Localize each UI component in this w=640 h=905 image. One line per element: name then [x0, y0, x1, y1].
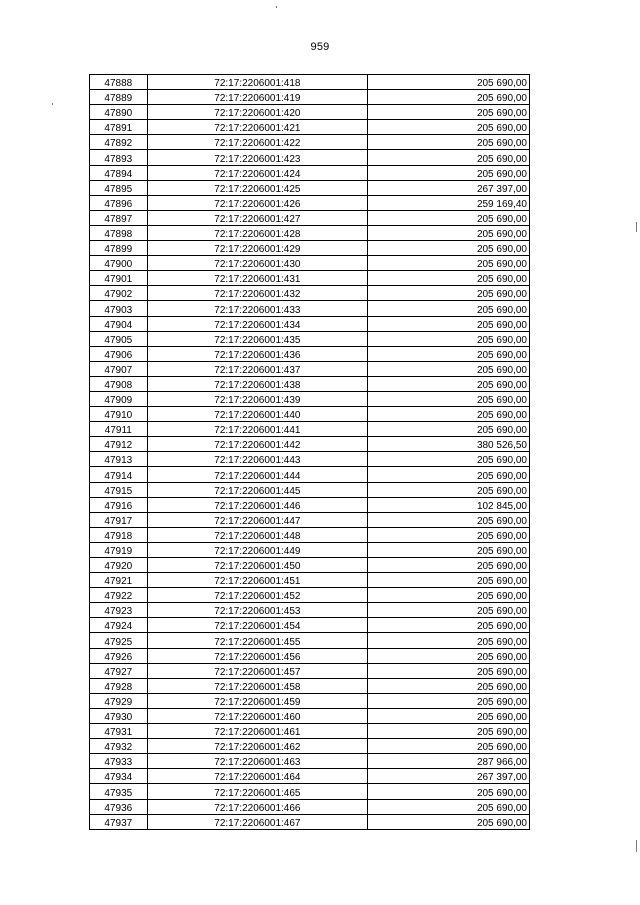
cadastral-value-cell: 205 690,00 [368, 739, 530, 754]
table-row [90, 286, 530, 301]
table-row [90, 799, 530, 814]
cadastral-number-cell: 72:17:2206001:420 [147, 105, 368, 120]
table-row [90, 376, 530, 391]
table-row [90, 452, 530, 467]
cadastral-value-table [89, 74, 530, 830]
cadastral-number-cell: 72:17:2206001:442 [147, 437, 368, 452]
table-row [90, 527, 530, 542]
row-number-cell: 47913 [90, 452, 148, 467]
cadastral-value-cell: 205 690,00 [368, 452, 530, 467]
cadastral-value-cell: 205 690,00 [368, 482, 530, 497]
cadastral-number-cell: 72:17:2206001:434 [147, 316, 368, 331]
cadastral-value-cell: 205 690,00 [368, 210, 530, 225]
table-row [90, 180, 530, 195]
row-number-cell: 47908 [90, 376, 148, 391]
row-number-cell: 47922 [90, 588, 148, 603]
cadastral-value-cell: 205 690,00 [368, 588, 530, 603]
cadastral-number-cell: 72:17:2206001:447 [147, 512, 368, 527]
cadastral-value-cell: 205 690,00 [368, 693, 530, 708]
cadastral-value-cell: 205 690,00 [368, 105, 530, 120]
table-row [90, 407, 530, 422]
row-number-cell: 47911 [90, 422, 148, 437]
row-number-cell: 47932 [90, 739, 148, 754]
cadastral-number-cell: 72:17:2206001:441 [147, 422, 368, 437]
cadastral-value-cell: 205 690,00 [368, 678, 530, 693]
cadastral-value-cell: 205 690,00 [368, 376, 530, 391]
table-body [90, 75, 530, 830]
cadastral-value-cell: 205 690,00 [368, 301, 530, 316]
cadastral-number-cell: 72:17:2206001:458 [147, 678, 368, 693]
row-number-cell: 47897 [90, 210, 148, 225]
cadastral-value-cell: 205 690,00 [368, 633, 530, 648]
cadastral-value-cell: 205 690,00 [368, 120, 530, 135]
table-row [90, 542, 530, 557]
table-row [90, 135, 530, 150]
row-number-cell: 47926 [90, 648, 148, 663]
table-row [90, 724, 530, 739]
cadastral-number-cell: 72:17:2206001:424 [147, 165, 368, 180]
cadastral-value-cell: 205 690,00 [368, 407, 530, 422]
cadastral-number-cell: 72:17:2206001:431 [147, 271, 368, 286]
row-number-cell: 47903 [90, 301, 148, 316]
cadastral-value-cell: 205 690,00 [368, 346, 530, 361]
row-number-cell: 47928 [90, 678, 148, 693]
row-number-cell: 47909 [90, 391, 148, 406]
row-number-cell: 47935 [90, 784, 148, 799]
row-number-cell: 47921 [90, 573, 148, 588]
row-number-cell: 47904 [90, 316, 148, 331]
row-number-cell: 47895 [90, 180, 148, 195]
row-number-cell: 47930 [90, 708, 148, 723]
row-number-cell: 47905 [90, 331, 148, 346]
cadastral-value-cell: 205 690,00 [368, 663, 530, 678]
row-number-cell: 47893 [90, 150, 148, 165]
table-row [90, 331, 530, 346]
table-row [90, 603, 530, 618]
row-number-cell: 47929 [90, 693, 148, 708]
cadastral-number-cell: 72:17:2206001:452 [147, 588, 368, 603]
table-row [90, 256, 530, 271]
table-row [90, 422, 530, 437]
table-row [90, 769, 530, 784]
cadastral-value-cell: 205 690,00 [368, 708, 530, 723]
row-number-cell: 47937 [90, 814, 148, 829]
cadastral-number-cell: 72:17:2206001:418 [147, 75, 368, 90]
table-row [90, 361, 530, 376]
cadastral-number-cell: 72:17:2206001:454 [147, 618, 368, 633]
table-row [90, 165, 530, 180]
row-number-cell: 47927 [90, 663, 148, 678]
cadastral-number-cell: 72:17:2206001:456 [147, 648, 368, 663]
cadastral-value-cell: 205 690,00 [368, 331, 530, 346]
cadastral-value-cell: 205 690,00 [368, 724, 530, 739]
cadastral-value-cell: 205 690,00 [368, 75, 530, 90]
cadastral-number-cell: 72:17:2206001:459 [147, 693, 368, 708]
cadastral-value-cell: 205 690,00 [368, 799, 530, 814]
row-number-cell: 47920 [90, 558, 148, 573]
cadastral-number-cell: 72:17:2206001:435 [147, 331, 368, 346]
cadastral-number-cell: 72:17:2206001:446 [147, 497, 368, 512]
cadastral-number-cell: 72:17:2206001:430 [147, 256, 368, 271]
cadastral-value-cell: 205 690,00 [368, 618, 530, 633]
cadastral-value-cell: 259 169,40 [368, 195, 530, 210]
cadastral-value-cell: 205 690,00 [368, 814, 530, 829]
cadastral-number-cell: 72:17:2206001:460 [147, 708, 368, 723]
cadastral-number-cell: 72:17:2206001:427 [147, 210, 368, 225]
table-row [90, 437, 530, 452]
cadastral-number-cell: 72:17:2206001:443 [147, 452, 368, 467]
cadastral-number-cell: 72:17:2206001:461 [147, 724, 368, 739]
row-number-cell: 47906 [90, 346, 148, 361]
table-row [90, 497, 530, 512]
table-row [90, 648, 530, 663]
row-number-cell: 47899 [90, 241, 148, 256]
row-number-cell: 47933 [90, 754, 148, 769]
cadastral-value-cell: 205 690,00 [368, 467, 530, 482]
scan-speck [636, 222, 637, 232]
cadastral-value-cell: 205 690,00 [368, 422, 530, 437]
table-row [90, 271, 530, 286]
cadastral-value-cell: 205 690,00 [368, 603, 530, 618]
cadastral-value-cell: 205 690,00 [368, 286, 530, 301]
row-number-cell: 47916 [90, 497, 148, 512]
cadastral-number-cell: 72:17:2206001:463 [147, 754, 368, 769]
cadastral-number-cell: 72:17:2206001:449 [147, 542, 368, 557]
cadastral-value-cell: 205 690,00 [368, 256, 530, 271]
table-row [90, 482, 530, 497]
table-row [90, 708, 530, 723]
row-number-cell: 47892 [90, 135, 148, 150]
cadastral-number-cell: 72:17:2206001:450 [147, 558, 368, 573]
row-number-cell: 47907 [90, 361, 148, 376]
row-number-cell: 47923 [90, 603, 148, 618]
row-number-cell: 47936 [90, 799, 148, 814]
cadastral-number-cell: 72:17:2206001:439 [147, 391, 368, 406]
table-row [90, 90, 530, 105]
table-row [90, 512, 530, 527]
cadastral-number-cell: 72:17:2206001:432 [147, 286, 368, 301]
row-number-cell: 47914 [90, 467, 148, 482]
cadastral-number-cell: 72:17:2206001:467 [147, 814, 368, 829]
cadastral-number-cell: 72:17:2206001:453 [147, 603, 368, 618]
cadastral-number-cell: 72:17:2206001:466 [147, 799, 368, 814]
row-number-cell: 47888 [90, 75, 148, 90]
cadastral-value-cell: 205 690,00 [368, 512, 530, 527]
row-number-cell: 47924 [90, 618, 148, 633]
table-row [90, 391, 530, 406]
cadastral-value-cell: 267 397,00 [368, 180, 530, 195]
cadastral-value-cell: 205 690,00 [368, 316, 530, 331]
cadastral-number-cell: 72:17:2206001:422 [147, 135, 368, 150]
cadastral-number-cell: 72:17:2206001:451 [147, 573, 368, 588]
table-row [90, 693, 530, 708]
cadastral-value-cell: 205 690,00 [368, 165, 530, 180]
cadastral-number-cell: 72:17:2206001:433 [147, 301, 368, 316]
cadastral-number-cell: 72:17:2206001:423 [147, 150, 368, 165]
table-row [90, 633, 530, 648]
cadastral-value-cell: 205 690,00 [368, 573, 530, 588]
row-number-cell: 47917 [90, 512, 148, 527]
table-row [90, 120, 530, 135]
table-row [90, 105, 530, 120]
table-row [90, 618, 530, 633]
row-number-cell: 47918 [90, 527, 148, 542]
cadastral-value-cell: 205 690,00 [368, 361, 530, 376]
row-number-cell: 47890 [90, 105, 148, 120]
cadastral-value-cell: 102 845,00 [368, 497, 530, 512]
cadastral-value-cell: 205 690,00 [368, 90, 530, 105]
table-row [90, 558, 530, 573]
row-number-cell: 47925 [90, 633, 148, 648]
row-number-cell: 47910 [90, 407, 148, 422]
table-row [90, 588, 530, 603]
row-number-cell: 47889 [90, 90, 148, 105]
cadastral-number-cell: 72:17:2206001:419 [147, 90, 368, 105]
table-row [90, 346, 530, 361]
cadastral-number-cell: 72:17:2206001:429 [147, 241, 368, 256]
row-number-cell: 47901 [90, 271, 148, 286]
cadastral-number-cell: 72:17:2206001:462 [147, 739, 368, 754]
cadastral-number-cell: 72:17:2206001:426 [147, 195, 368, 210]
cadastral-value-cell: 205 690,00 [368, 150, 530, 165]
table-row [90, 739, 530, 754]
table-row [90, 814, 530, 829]
table-row [90, 195, 530, 210]
cadastral-number-cell: 72:17:2206001:445 [147, 482, 368, 497]
cadastral-value-cell: 205 690,00 [368, 391, 530, 406]
scan-speck [276, 6, 277, 8]
cadastral-value-cell: 287 966,00 [368, 754, 530, 769]
table-row [90, 754, 530, 769]
row-number-cell: 47900 [90, 256, 148, 271]
cadastral-value-cell: 205 690,00 [368, 648, 530, 663]
cadastral-number-cell: 72:17:2206001:438 [147, 376, 368, 391]
row-number-cell: 47912 [90, 437, 148, 452]
cadastral-value-cell: 205 690,00 [368, 225, 530, 240]
row-number-cell: 47934 [90, 769, 148, 784]
table-row [90, 573, 530, 588]
scan-speck [52, 103, 53, 105]
cadastral-value-cell: 267 397,00 [368, 769, 530, 784]
cadastral-number-cell: 72:17:2206001:455 [147, 633, 368, 648]
row-number-cell: 47898 [90, 225, 148, 240]
table-row [90, 150, 530, 165]
table-row [90, 241, 530, 256]
cadastral-number-cell: 72:17:2206001:457 [147, 663, 368, 678]
cadastral-number-cell: 72:17:2206001:421 [147, 120, 368, 135]
cadastral-number-cell: 72:17:2206001:436 [147, 346, 368, 361]
cadastral-number-cell: 72:17:2206001:428 [147, 225, 368, 240]
row-number-cell: 47896 [90, 195, 148, 210]
table-row [90, 316, 530, 331]
cadastral-value-cell: 380 526,50 [368, 437, 530, 452]
table-row [90, 210, 530, 225]
table-row [90, 301, 530, 316]
page-number: 959 [310, 41, 330, 53]
row-number-cell: 47891 [90, 120, 148, 135]
row-number-cell: 47902 [90, 286, 148, 301]
row-number-cell: 47919 [90, 542, 148, 557]
cadastral-value-cell: 205 690,00 [368, 271, 530, 286]
cadastral-number-cell: 72:17:2206001:464 [147, 769, 368, 784]
cadastral-value-cell: 205 690,00 [368, 241, 530, 256]
cadastral-value-cell: 205 690,00 [368, 558, 530, 573]
cadastral-value-cell: 205 690,00 [368, 527, 530, 542]
cadastral-number-cell: 72:17:2206001:440 [147, 407, 368, 422]
row-number-cell: 47931 [90, 724, 148, 739]
cadastral-number-cell: 72:17:2206001:448 [147, 527, 368, 542]
table-row [90, 467, 530, 482]
table-row [90, 75, 530, 90]
cadastral-value-cell: 205 690,00 [368, 784, 530, 799]
cadastral-number-cell: 72:17:2206001:425 [147, 180, 368, 195]
cadastral-number-cell: 72:17:2206001:437 [147, 361, 368, 376]
table-row [90, 663, 530, 678]
cadastral-number-cell: 72:17:2206001:444 [147, 467, 368, 482]
table-row [90, 678, 530, 693]
cadastral-value-cell: 205 690,00 [368, 542, 530, 557]
cadastral-value-cell: 205 690,00 [368, 135, 530, 150]
cadastral-number-cell: 72:17:2206001:465 [147, 784, 368, 799]
table-row [90, 784, 530, 799]
table-row [90, 225, 530, 240]
scan-speck [636, 840, 637, 852]
row-number-cell: 47915 [90, 482, 148, 497]
row-number-cell: 47894 [90, 165, 148, 180]
